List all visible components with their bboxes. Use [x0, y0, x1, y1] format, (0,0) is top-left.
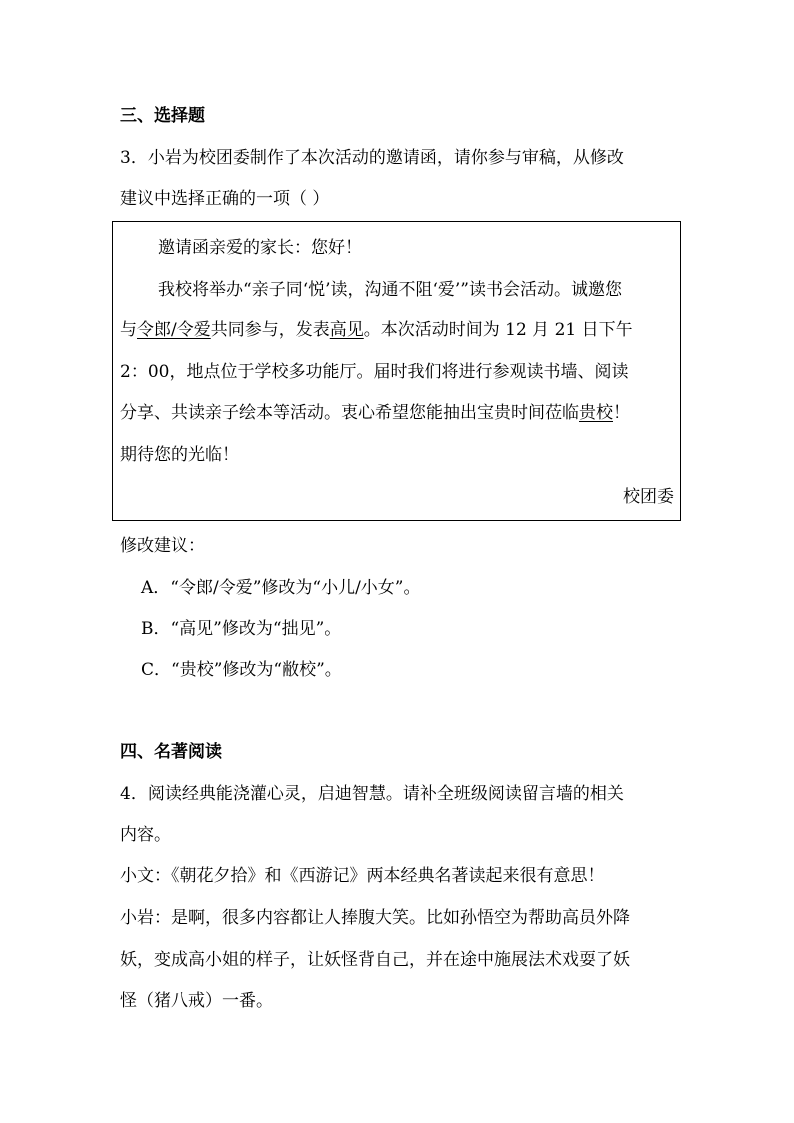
xiaowen-message: 小文：《朝花夕拾》和《西游记》两本经典名著读起来很有意思！: [120, 866, 605, 886]
option-a: A．“令郎/令爱”修改为“小儿/小女”。: [141, 578, 421, 598]
letter-text: 分享、共读亲子绘本等活动。衷心希望您能抽出宝贵时间莅临: [120, 403, 579, 423]
underlined-term-guixiao: 贵校: [579, 403, 613, 423]
option-c: C．“贵校”修改为“敝校”。: [141, 660, 342, 680]
letter-paragraph-line-2: [120, 318, 633, 342]
xiaoyan-message-line-3: 怪（猪八戒）一番。: [120, 991, 273, 1011]
section-4-heading: 四、名著阅读: [120, 742, 222, 762]
letter-text: ！: [613, 403, 630, 423]
letter-paragraph-line-5: 期待您的光临！: [120, 445, 239, 465]
question-4-line-2: 内容。: [120, 825, 171, 845]
question-3-line-1: 3．小岩为校团委制作了本次活动的邀请函，请你参与审稿，从修改: [120, 148, 624, 168]
xiaoyan-message-line-1: 小岩：是啊，很多内容都让人捧腹大笑。比如孙悟空为帮助高员外降: [120, 908, 630, 928]
suggestions-label: 修改建议：: [120, 536, 205, 556]
underlined-term-linglang: 令郎/令爱: [137, 320, 211, 340]
xiaoyan-message-line-2: 妖，变成高小姐的样子，让妖怪背自己，并在途中施展法术戏耍了妖: [120, 950, 630, 970]
underlined-term-gaojian: 高见: [329, 320, 364, 340]
letter-paragraph-line-1: 我校将举办“亲子同‘悦’读，沟通不阻‘爱’”读书会活动。诚邀您: [158, 280, 622, 300]
option-b: B．“高见”修改为“拙见”。: [141, 619, 342, 639]
section-3-heading: 三、选择题: [120, 106, 205, 126]
letter-signature: 校团委: [623, 487, 674, 507]
letter-text: 与: [120, 320, 137, 340]
question-4-line-1: 4．阅读经典能浇灌心灵，启迪智慧。请补全班级阅读留言墙的相关: [120, 784, 624, 804]
letter-text: 。本次活动时间为 12 月 21 日下午: [363, 320, 633, 340]
letter-greeting: 邀请函亲爱的家长：您好！: [158, 238, 362, 258]
question-3-line-2: 建议中选择正确的一项（ ）: [120, 189, 330, 209]
letter-paragraph-line-4: [120, 401, 630, 425]
letter-text: 共同参与，发表: [210, 320, 330, 340]
letter-paragraph-line-3: 2：00，地点位于学校多功能厅。届时我们将进行参观读书墙、阅读: [120, 362, 629, 382]
